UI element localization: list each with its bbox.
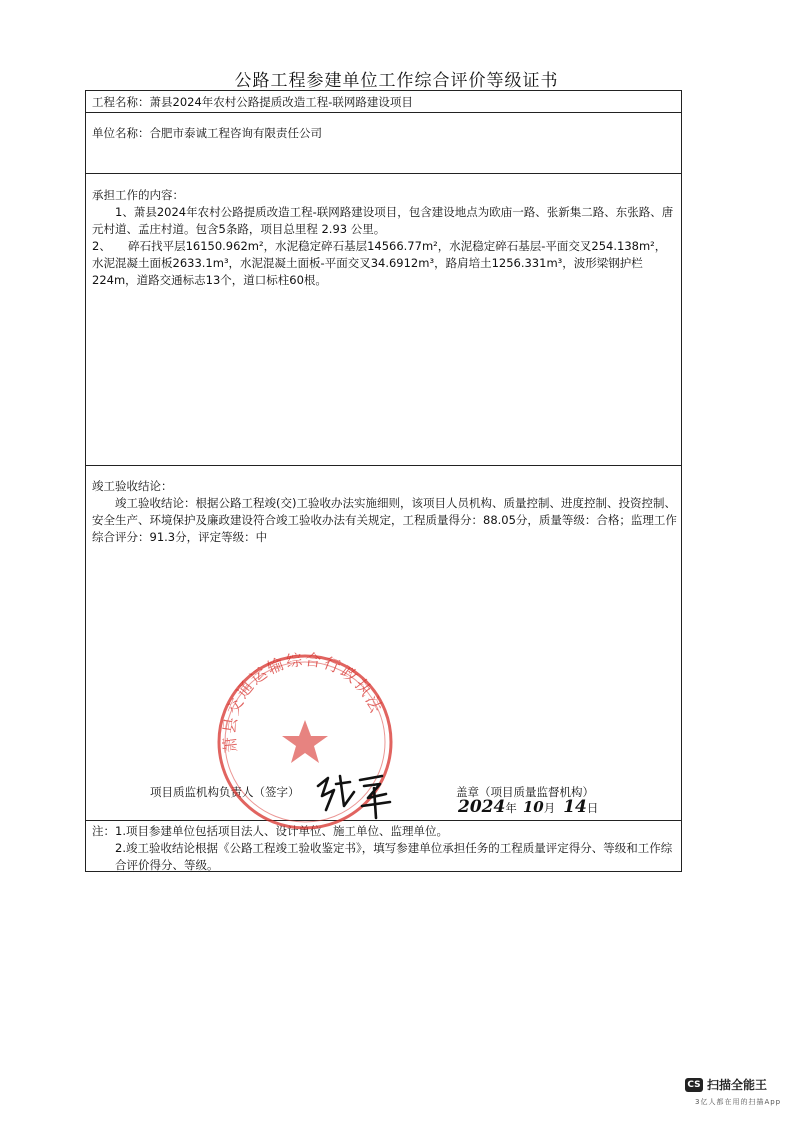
- row-divider: [86, 173, 681, 174]
- task-item-2: 2、 碎石找平层16150.962m²，水泥稳定碎石基层14566.77m²，水泥稳定碎石基层-平面交叉254.138m²，水泥混凝土面板2633.1m³，水泥混凝土面板-平面交叉34.6912m³，路肩培土1256.331m³，波形梁钢护栏224m，道路交通标志13个，道口标柱60根。: [92, 239, 667, 287]
- scanner-app-tagline: 3亿人都在用的扫描App: [695, 1098, 782, 1106]
- acceptance-text: 竣工验收结论：根据公路工程竣(交)工验收办法实施细则，该项目人员机构、质量控制、进度控制、投资控制、安全生产、环境保护及廉政建设符合竣工验收办法有关规定，工程质量得分：88.05分，质量等级：合格；监理工作综合评分：91.3分，评定等级：中: [92, 496, 677, 544]
- notes-section: [92, 823, 677, 874]
- row-divider: [86, 820, 681, 821]
- scanner-app-name: 扫描全能王: [707, 1078, 768, 1092]
- date-year-char: 年: [505, 801, 517, 815]
- unit-name: 单位名称：合肥市泰诚工程咨询有限责任公司: [92, 126, 322, 140]
- tasks-section: [92, 187, 677, 289]
- note-2: 2.竣工验收结论根据《公路工程竣工验收鉴定书》，填写参建单位承担任务的工程质量评定得分、等级和工作综合评价得分、等级。: [115, 841, 673, 872]
- seal-label: 盖章（项目质量监督机构）: [456, 785, 594, 799]
- scanner-logo-icon: CS: [685, 1078, 703, 1092]
- task-item-1: 1、萧县2024年农村公路提质改造工程-联网路建设项目，包含建设地点为欧庙一路、张新集二路、东张路、唐元村道、孟庄村道。包含5条路，项目总里程 2.93 公里。: [92, 205, 674, 236]
- acceptance-section: [92, 478, 677, 546]
- date-year: 2024: [458, 797, 506, 817]
- date-month-char: 月: [543, 801, 556, 815]
- sign-date: [458, 797, 598, 819]
- note-1: 注：1.项目参建单位包括项目法人、设计单位、施工单位、监理单位。: [92, 824, 448, 838]
- stamp-text: 萧县交通运输综合行政执法: [219, 649, 387, 754]
- row-divider: [86, 112, 681, 113]
- date-month: 10: [522, 798, 544, 816]
- row-divider: [86, 465, 681, 466]
- acceptance-heading: 竣工验收结论：: [92, 479, 173, 493]
- project-name: 工程名称：萧县2024年农村公路提质改造工程-联网路建设项目: [92, 95, 413, 109]
- tasks-heading: 承担工作的内容：: [92, 188, 184, 202]
- certificate-table: [85, 90, 682, 872]
- date-day: 14: [563, 797, 587, 817]
- document-title: 公路工程参建单位工作综合评价等级证书: [234, 71, 559, 91]
- scanner-app-watermark: [685, 1076, 793, 1112]
- date-day-char: 日: [586, 801, 599, 815]
- supervisor-signature-label: 项目质监机构负责人（签字）: [150, 785, 300, 799]
